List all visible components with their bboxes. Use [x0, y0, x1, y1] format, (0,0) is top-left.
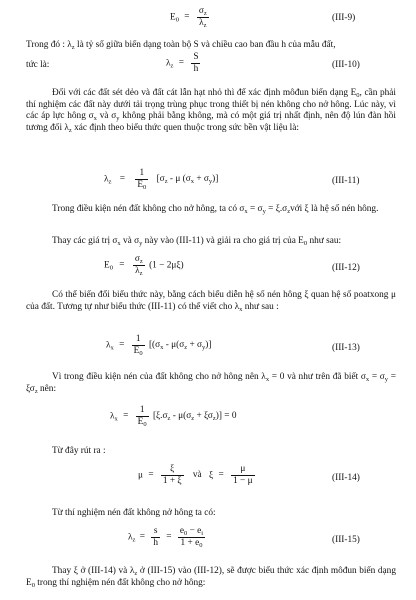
equation-label: (III-14): [332, 473, 360, 483]
equation-label: (III-11): [332, 176, 360, 186]
equation-III-9: $E_0$ = $\frac{\sigma_z}{\lambda_z}$: [170, 6, 207, 29]
tuc-la-label: tức là:: [26, 60, 50, 70]
equation-label: (III-13): [332, 343, 360, 353]
equation-III-13: $\lambda_x$ = $\frac{1}{E_0}$ [$(\sigma_x - \mu(\sigma_z + \sigma_y)]$: [106, 334, 212, 357]
paragraph-no-lateral: Trong điều kiện nén đất không cho nở hông, ta có $\sigma_x = \sigma_y$ = $\xi.\sigma_zvới$ ξ là hệ số nén hông.: [52, 204, 379, 215]
equation-label: (III-9): [332, 13, 356, 23]
paragraph-poisson: Có thể biến đổi biểu thức này, bằng cách biểu diễn hệ số nén hông ξ quan hệ số poatxong μ của đất. Tương tự như biểu thức (III-11) có thể viết cho $\lambda_x$ như sau :: [26, 290, 396, 313]
tu-thi-nghiem: Từ thí nghiệm nén đất không nở hông ta có:: [52, 508, 216, 518]
equation-III-11: $\lambda_z$ = $\frac{1}{E_0}$ [$\sigma_z$ - μ $(\sigma_x + \sigma_y)$]: [104, 168, 219, 191]
equation-label: (III-10): [332, 60, 360, 70]
paragraph-final: Thay ξ ở (III-14) và $\lambda_z$ ở (III-15) vào (III-12), sẽ được biểu thức xác định môđun biến dạng $E_0$ trong thí nghiệm nén đất không cho nở hông:: [26, 566, 396, 589]
equation-III-12: $E_0$ = $\frac{\sigma_z}{\lambda_z}$ (1 − 2μξ): [104, 254, 184, 277]
tu-day-rut-ra: Từ đây rút ra :: [52, 446, 106, 456]
paragraph-substitute: Thay các giá trị $\sigma_x$ và $\sigma_y$ này vào (III-11) và giải ra cho giá trị của $E_0$ như sau:: [52, 236, 342, 247]
paragraph-plastic-clay: Đối với các đất sét dẻo và đất cát lẫn hạt nhỏ thì để xác định môđun biến dạng $E_0$, cần phải thí nghiệm các đất này dưới tải trọng trùng phục trong thiết bị nén không cho nở hông. Lúc này, vì các áp lực hông $\sigma_x$ và $\sigma_y$ không phải bằng không, mà có một giá trị nhất định, nên độ lún đàn hồi tương đối $\lambda_z$ xác định theo biểu thức quen thuộc trong sức bền vật liệu là:: [26, 88, 397, 134]
equation-lambda-x-zero: $\lambda_x$ = $\frac{1}{E_0}$ $[\xi.\sigma_z - \mu(\sigma_z + \xi\sigma_z)] = 0$: [110, 405, 237, 428]
equation-III-15: $\lambda_z$ = $\frac{s}{h}$ = $\frac{e_0 - e_i}{1 + e_0}$: [128, 526, 204, 549]
equation-III-14: μ = $\frac{\xi}{1 + \xi}$ và ξ = $\frac{\mu}{1 - \mu}$: [138, 464, 253, 486]
paragraph-condition: Vì trong điều kiện nén của đất không cho nở hông nên $\lambda_x = 0$ và như trên đã biết $\sigma_x = \sigma_y = \xi\sigma_z$ nên:: [26, 372, 396, 395]
equation-label: (III-12): [332, 263, 360, 273]
equation-III-10: $\lambda_z$ = $\frac{S}{h}$: [166, 52, 199, 74]
paragraph-definition: Trong đó : $\lambda_z$ là tỷ số giữa biến dạng toàn bộ S và chiều cao ban đầu h của mẫu đất,: [26, 40, 336, 51]
fraction: $\frac{\sigma_z}{\lambda_z}$: [198, 6, 207, 29]
equation-label: (III-15): [332, 535, 360, 545]
